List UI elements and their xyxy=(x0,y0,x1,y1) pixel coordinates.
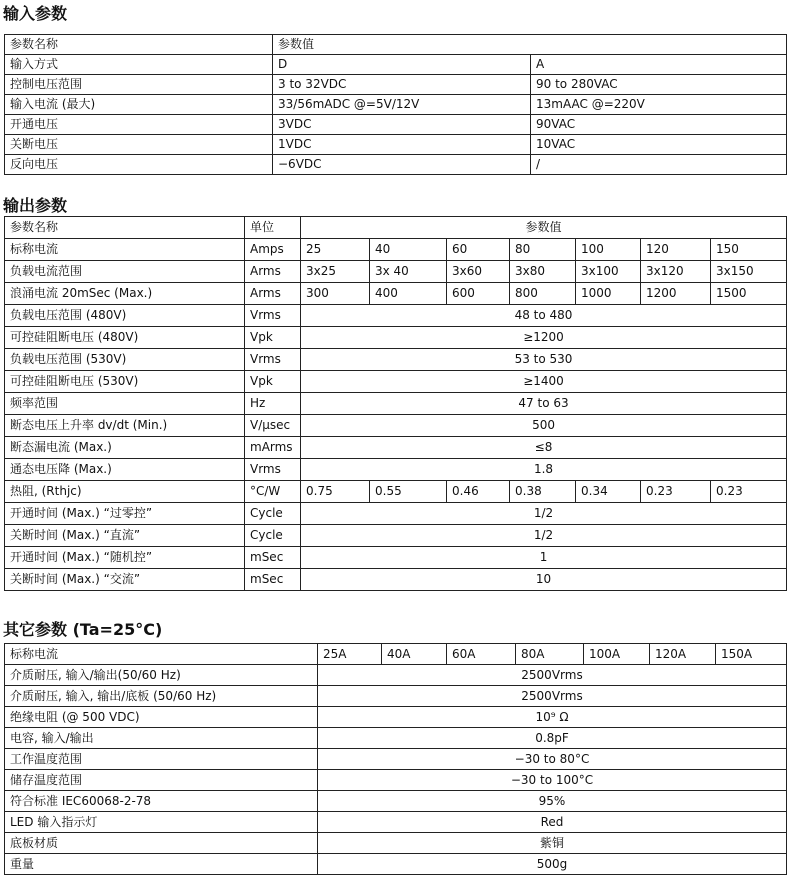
param-unit: mSec xyxy=(245,547,301,569)
param-name: 负载电流范围 xyxy=(5,261,245,283)
table-row xyxy=(5,283,787,305)
table-row xyxy=(5,349,787,371)
output-table xyxy=(4,216,787,591)
ac-value: 13mAAC @=220V xyxy=(531,95,787,115)
output-section-title: 输出参数 xyxy=(3,196,68,215)
table-row xyxy=(5,415,787,437)
param-value: 2500Vrms xyxy=(318,665,787,686)
table-row xyxy=(5,525,787,547)
param-unit: °C/W xyxy=(245,481,301,503)
param-value: 3x 40 xyxy=(370,261,447,283)
param-unit: Hz xyxy=(245,393,301,415)
param-name: 反向电压 xyxy=(5,155,273,175)
param-name: 关断时间 (Max.) “交流” xyxy=(5,569,245,591)
param-value: 0.55 xyxy=(370,481,447,503)
param-value: 3x150 xyxy=(711,261,787,283)
param-name: 热阻, (Rthjc) xyxy=(5,481,245,503)
table-row xyxy=(5,728,787,749)
input-header-row xyxy=(5,35,787,55)
param-unit: Vpk xyxy=(245,327,301,349)
param-name: 绝缘电阻 (@ 500 VDC) xyxy=(5,707,318,728)
header-unit: 单位 xyxy=(245,217,301,239)
param-name: 标称电流 xyxy=(5,644,318,665)
param-value: 100A xyxy=(584,644,650,665)
param-name: 储存温度范围 xyxy=(5,770,318,791)
input-section-title: 输入参数 xyxy=(3,4,68,23)
table-row xyxy=(5,569,787,591)
param-value: −30 to 80°C xyxy=(318,749,787,770)
param-name: 介质耐压, 输入/输出(50/60 Hz) xyxy=(5,665,318,686)
param-value: 48 to 480 xyxy=(301,305,787,327)
param-unit: Vpk xyxy=(245,371,301,393)
param-name: 通态电压降 (Max.) xyxy=(5,459,245,481)
param-value: 800 xyxy=(510,283,576,305)
table-row xyxy=(5,770,787,791)
table-row xyxy=(5,55,787,75)
table-row xyxy=(5,812,787,833)
param-name: 可控硅阻断电压 (530V) xyxy=(5,371,245,393)
table-row xyxy=(5,791,787,812)
param-value: 紫铜 xyxy=(318,833,787,854)
ac-value: / xyxy=(531,155,787,175)
param-name: 断态电压上升率 dv/dt (Min.) xyxy=(5,415,245,437)
table-row xyxy=(5,459,787,481)
param-value: Red xyxy=(318,812,787,833)
param-name: 负载电压范围 (480V) xyxy=(5,305,245,327)
dc-value: 33/56mADC @=5V/12V xyxy=(273,95,531,115)
header-param-value: 参数值 xyxy=(301,217,787,239)
param-name: 关断时间 (Max.) “直流” xyxy=(5,525,245,547)
param-name: 重量 xyxy=(5,854,318,875)
param-value: 3x120 xyxy=(641,261,711,283)
param-value: 60A xyxy=(447,644,516,665)
param-value: 0.75 xyxy=(301,481,370,503)
param-name: 开通电压 xyxy=(5,115,273,135)
input-table xyxy=(4,34,787,175)
param-value: 53 to 530 xyxy=(301,349,787,371)
table-row xyxy=(5,371,787,393)
param-name: 工作温度范围 xyxy=(5,749,318,770)
param-value: ≥1400 xyxy=(301,371,787,393)
table-row xyxy=(5,95,787,115)
param-unit: Vrms xyxy=(245,305,301,327)
param-value: −30 to 100°C xyxy=(318,770,787,791)
table-row xyxy=(5,75,787,95)
param-name: 输入电流 (最大) xyxy=(5,95,273,115)
table-row xyxy=(5,135,787,155)
param-name: 浪涌电流 20mSec (Max.) xyxy=(5,283,245,305)
ac-value: A xyxy=(531,55,787,75)
param-value: 0.46 xyxy=(447,481,510,503)
dc-value: 3 to 32VDC xyxy=(273,75,531,95)
ac-value: 90VAC xyxy=(531,115,787,135)
dc-value: −6VDC xyxy=(273,155,531,175)
param-value: 47 to 63 xyxy=(301,393,787,415)
param-value: 80A xyxy=(516,644,584,665)
param-name: 介质耐压, 输入, 输出/底板 (50/60 Hz) xyxy=(5,686,318,707)
param-unit: V/μsec xyxy=(245,415,301,437)
param-name: 底板材质 xyxy=(5,833,318,854)
param-name: 开通时间 (Max.) “过零控” xyxy=(5,503,245,525)
param-value: 2500Vrms xyxy=(318,686,787,707)
table-row xyxy=(5,115,787,135)
param-unit: mArms xyxy=(245,437,301,459)
table-row xyxy=(5,833,787,854)
param-value: 300 xyxy=(301,283,370,305)
param-value: 3x25 xyxy=(301,261,370,283)
param-value: 80 xyxy=(510,239,576,261)
table-row xyxy=(5,644,787,665)
header-param-name: 参数名称 xyxy=(5,35,273,55)
param-value: 0.23 xyxy=(711,481,787,503)
param-name: 负载电压范围 (530V) xyxy=(5,349,245,371)
ac-value: 90 to 280VAC xyxy=(531,75,787,95)
param-unit: Arms xyxy=(245,283,301,305)
param-value: 120A xyxy=(650,644,716,665)
param-name: 符合标准 IEC60068-2-78 xyxy=(5,791,318,812)
table-row xyxy=(5,155,787,175)
dc-value: 1VDC xyxy=(273,135,531,155)
param-value: 1/2 xyxy=(301,503,787,525)
param-value: 3x100 xyxy=(576,261,641,283)
param-value: 10⁹ Ω xyxy=(318,707,787,728)
param-name: 输入方式 xyxy=(5,55,273,75)
param-value: 400 xyxy=(370,283,447,305)
table-row xyxy=(5,261,787,283)
param-value: 40 xyxy=(370,239,447,261)
param-value: 1200 xyxy=(641,283,711,305)
param-value: 25 xyxy=(301,239,370,261)
param-value: 1.8 xyxy=(301,459,787,481)
param-value: 60 xyxy=(447,239,510,261)
param-unit: mSec xyxy=(245,569,301,591)
param-value: 95% xyxy=(318,791,787,812)
param-value: 1000 xyxy=(576,283,641,305)
table-row xyxy=(5,327,787,349)
dc-value: 3VDC xyxy=(273,115,531,135)
param-value: 150A xyxy=(716,644,787,665)
param-value: 25A xyxy=(318,644,382,665)
table-row xyxy=(5,481,787,503)
header-param-name: 参数名称 xyxy=(5,217,245,239)
param-value: 1500 xyxy=(711,283,787,305)
param-unit: Cycle xyxy=(245,503,301,525)
other-section-title: 其它参数 (Ta=25°C) xyxy=(3,620,163,639)
table-row xyxy=(5,305,787,327)
table-row xyxy=(5,749,787,770)
param-value: 1/2 xyxy=(301,525,787,547)
param-value: ≤8 xyxy=(301,437,787,459)
table-row xyxy=(5,437,787,459)
output-header-row xyxy=(5,217,787,239)
param-value: 100 xyxy=(576,239,641,261)
table-row xyxy=(5,665,787,686)
table-row xyxy=(5,686,787,707)
param-value: 10 xyxy=(301,569,787,591)
param-name: LED 输入指示灯 xyxy=(5,812,318,833)
table-row xyxy=(5,854,787,875)
param-value: 40A xyxy=(382,644,447,665)
param-name: 电容, 输入/输出 xyxy=(5,728,318,749)
dc-value: D xyxy=(273,55,531,75)
table-row xyxy=(5,547,787,569)
param-value: 0.8pF xyxy=(318,728,787,749)
param-value: 3x80 xyxy=(510,261,576,283)
param-value: 0.38 xyxy=(510,481,576,503)
param-value: 3x60 xyxy=(447,261,510,283)
param-name: 频率范围 xyxy=(5,393,245,415)
param-unit: Cycle xyxy=(245,525,301,547)
param-unit: Vrms xyxy=(245,349,301,371)
param-name: 断态漏电流 (Max.) xyxy=(5,437,245,459)
param-name: 开通时间 (Max.) “随机控” xyxy=(5,547,245,569)
param-value: 150 xyxy=(711,239,787,261)
param-name: 标称电流 xyxy=(5,239,245,261)
param-value: 500 xyxy=(301,415,787,437)
param-name: 可控硅阻断电压 (480V) xyxy=(5,327,245,349)
header-param-value: 参数值 xyxy=(273,35,787,55)
param-value: 500g xyxy=(318,854,787,875)
param-unit: Vrms xyxy=(245,459,301,481)
ac-value: 10VAC xyxy=(531,135,787,155)
param-value: ≥1200 xyxy=(301,327,787,349)
table-row xyxy=(5,707,787,728)
param-name: 控制电压范围 xyxy=(5,75,273,95)
other-table xyxy=(4,643,787,875)
param-name: 关断电压 xyxy=(5,135,273,155)
param-unit: Amps xyxy=(245,239,301,261)
param-value: 120 xyxy=(641,239,711,261)
param-value: 600 xyxy=(447,283,510,305)
param-value: 1 xyxy=(301,547,787,569)
table-row xyxy=(5,239,787,261)
param-value: 0.34 xyxy=(576,481,641,503)
param-value: 0.23 xyxy=(641,481,711,503)
table-row xyxy=(5,503,787,525)
table-row xyxy=(5,393,787,415)
param-unit: Arms xyxy=(245,261,301,283)
